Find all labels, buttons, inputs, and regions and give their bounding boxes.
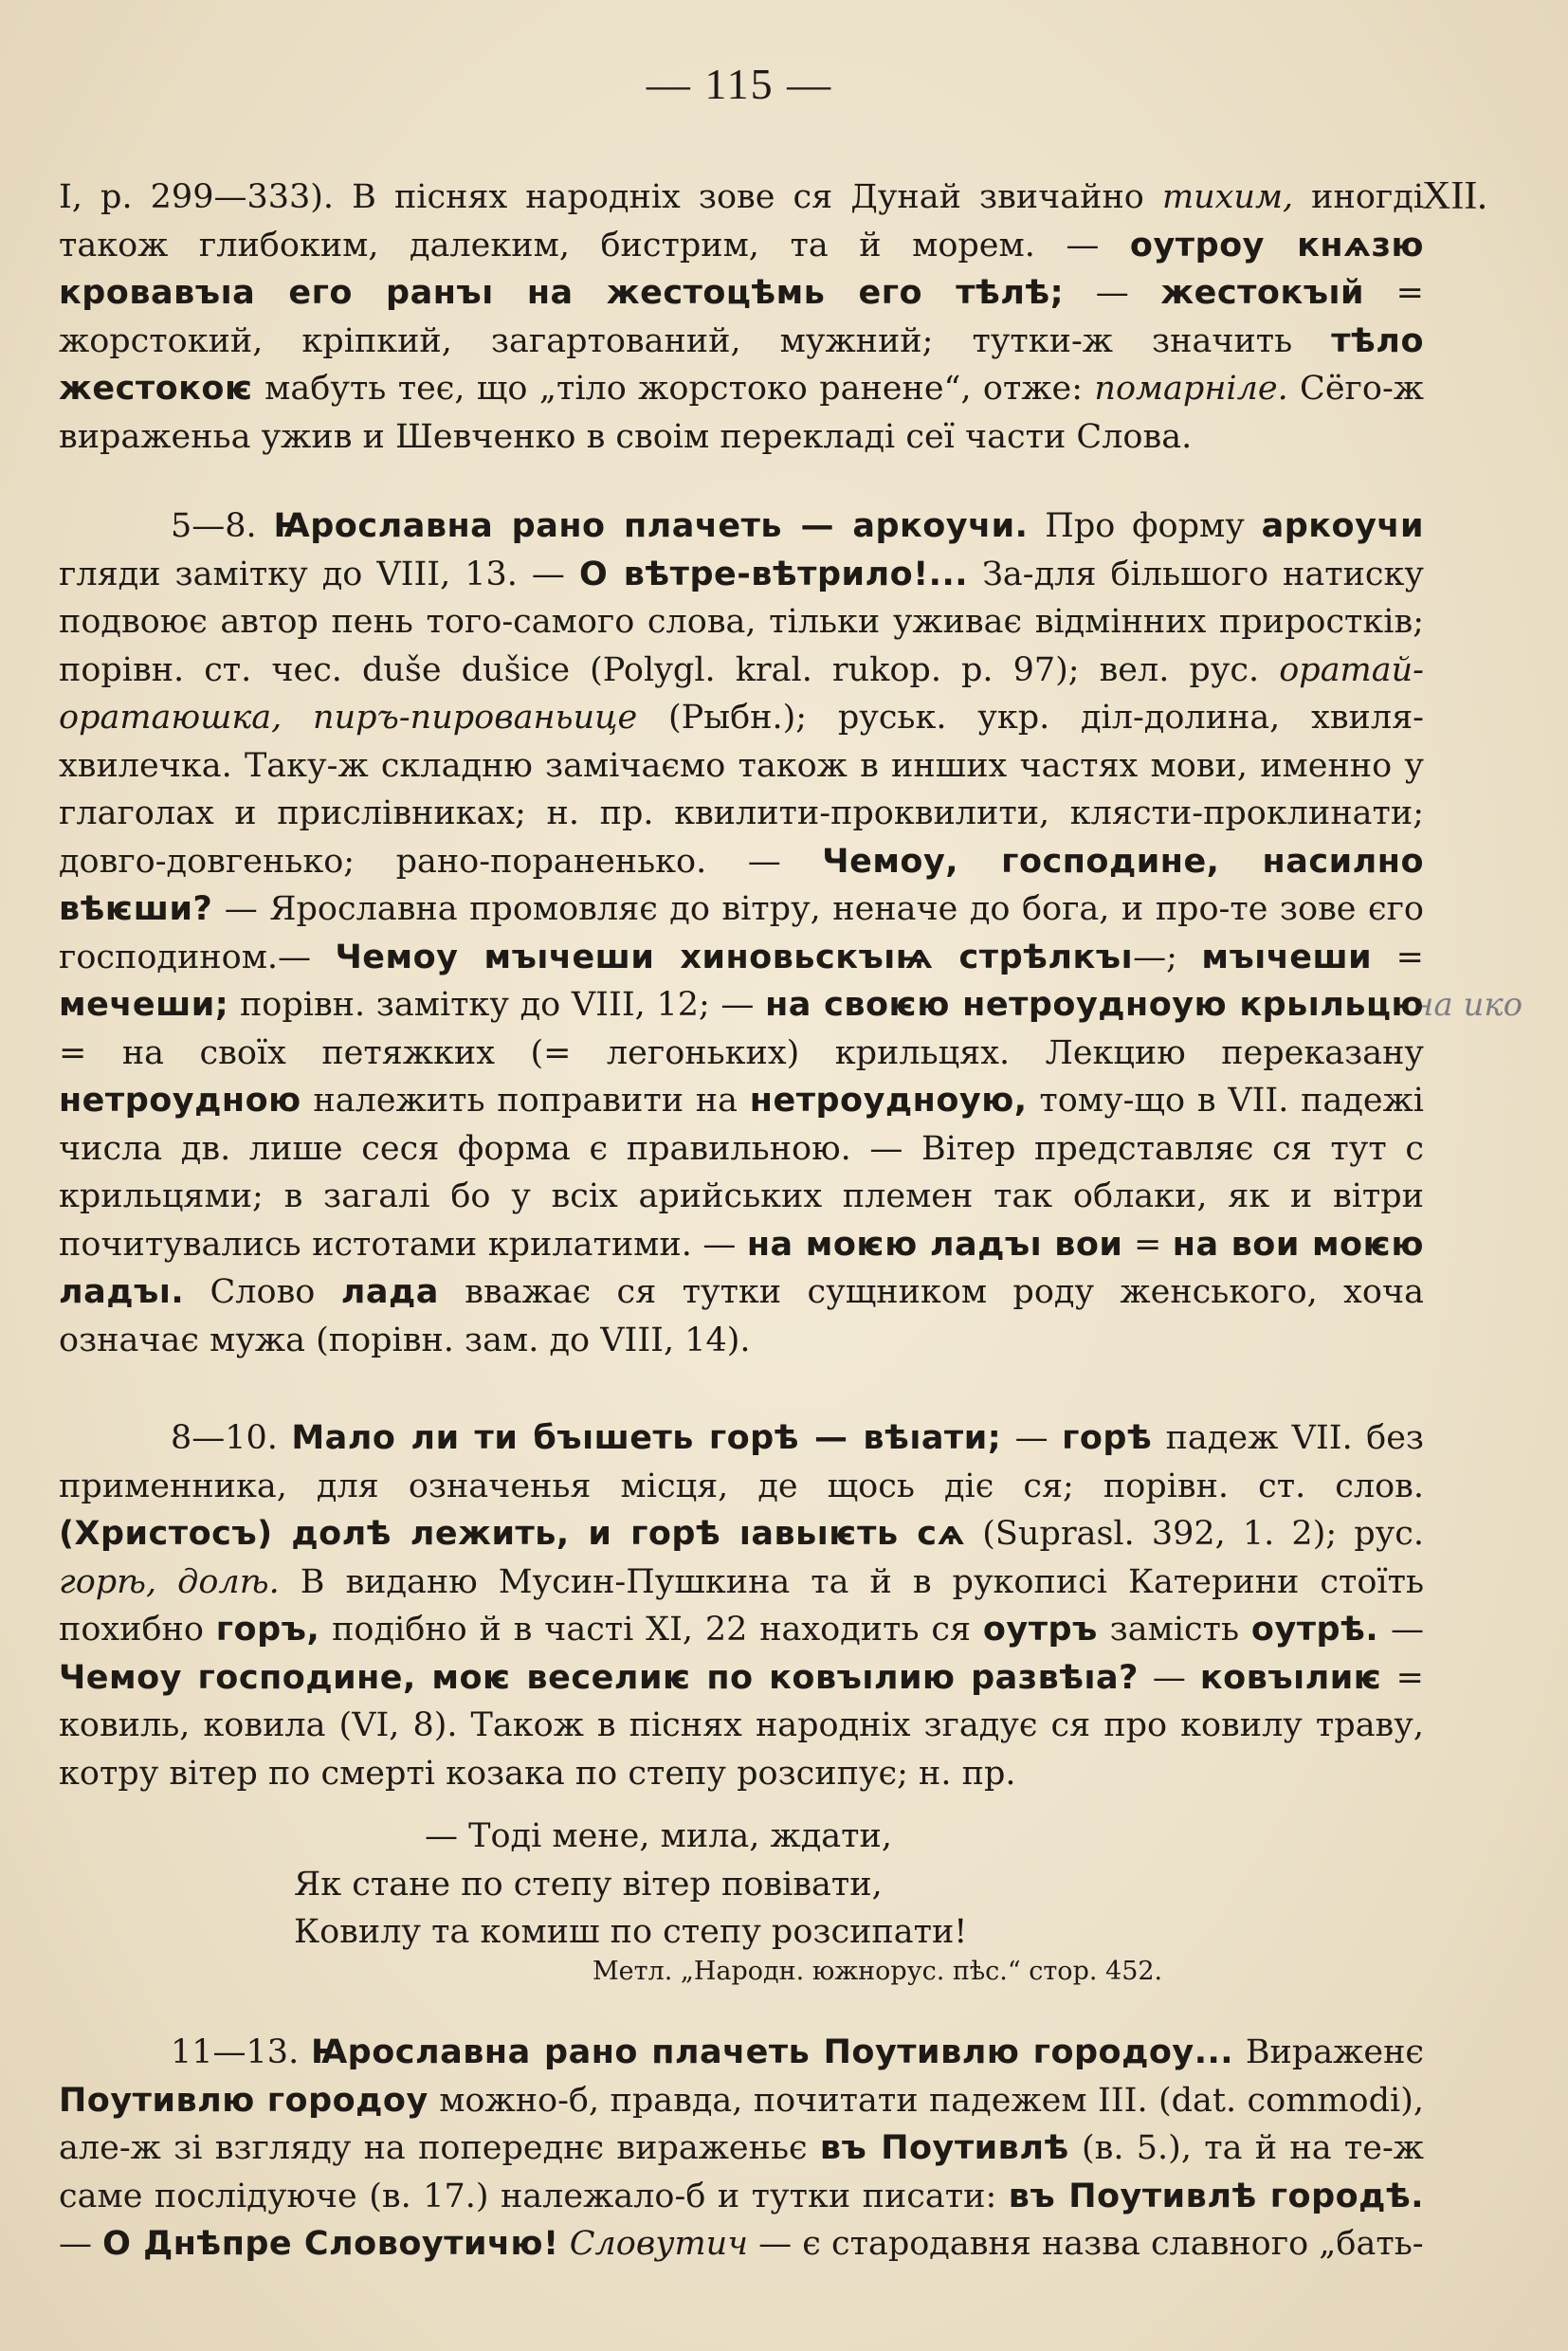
italic-run: тихим, (1161, 178, 1294, 216)
slavonic-quote: Ꙗрославна рано плачеть Поутивлю городоу... (310, 2033, 1234, 2071)
handwritten-margin-note: на ико (1413, 986, 1523, 1024)
text-run: Сёго-ж вираженьа ужив и Шевченко в своім перекладі сеї части Слова. (59, 370, 1424, 456)
text-run: = ковиль, ковила (VI, 8). Також в піснях народніх згадує ся про ковилу траву, котру вітер по смерті козака по степу розсипує; н. пр. (59, 1658, 1424, 1793)
slavonic-quote: аркоучи (1261, 507, 1424, 545)
slavonic-quote: оутръ (982, 1611, 1098, 1649)
slavonic-quote: Чемоу, господине, насилно вѣѥши? (59, 842, 1424, 928)
slavonic-quote: мечеши; (59, 986, 229, 1024)
text-run: подібно й в часті XI, 22 находить ся (319, 1611, 983, 1649)
slavonic-quote: на моѥю ладъı вои (746, 1225, 1123, 1264)
slavonic-quote: тѣло жестокоѥ (59, 321, 1424, 408)
slavonic-quote: мъıчеши (1201, 938, 1373, 976)
slavonic-quote: Ꙗрославна рано плачеть — аркоучи. (273, 507, 1029, 545)
paragraph-2 (59, 502, 1424, 1364)
slavonic-quote: оутроу кнѧзю кровавъıа его ранъı на жестоцѣмь его тѣлѣ; (59, 226, 1424, 312)
paragraph-4 (59, 2029, 1424, 2269)
text-run: Вираженє (1233, 2033, 1424, 2071)
slavonic-quote: О Днѣпре Словоутичю! (102, 2225, 559, 2263)
text-run: — (1001, 1419, 1063, 1457)
text-run: = (1122, 1225, 1173, 1264)
text-run: (в. 5.), та й на те-ж саме послідуюче (в. 17.) належало-б и тутки писати: (59, 2129, 1424, 2215)
slavonic-quote: лада (340, 1273, 439, 1311)
text-run: — (1138, 1658, 1200, 1697)
slavonic-quote: въ Поутивлѣ городѣ. (1008, 2177, 1424, 2215)
verse-line: Як стане по степу вітер повівати, (294, 1865, 883, 1904)
text-run: 8—10. (171, 1419, 292, 1457)
slavonic-quote: жестокъıй (1160, 274, 1365, 312)
paragraph-3 (59, 1414, 1424, 1797)
italic-run: оратай-оратаюшка, пиръ-пированьице (59, 650, 1424, 737)
text-run: — Ярославна промовляє до вітру, неначе до бога, и про-те зове єго господином.— (59, 890, 1424, 976)
text-run: тому-що в VII. падежі числа дв. лише сеся форма є правильною. — Вітер представляє ся тут с крильцями; в загалі бо у всіх арийських племен так облаки, як и вітри почитувались истотами крилатими. — (59, 1082, 1424, 1264)
text-run: —; (1133, 938, 1202, 976)
text-run: належить поправити на (301, 1082, 750, 1120)
slavonic-quote: Чемоу господине, моѥ веселиѥ по ковъıлию развѣıа? (59, 1658, 1139, 1697)
text-run: замість (1097, 1611, 1251, 1649)
slavonic-quote: Мало ли ти бъıшеть горѣ — вѣıати; (291, 1419, 1002, 1457)
verse-source-citation: Метл. „Народн. южнорус. пѣс.“ стор. 452. (593, 1957, 1163, 1986)
slavonic-quote: горъ, (215, 1611, 320, 1649)
text-run: — (1378, 1611, 1424, 1649)
slavonic-quote: на своѥю нетроудноую крьıльцю (765, 986, 1424, 1024)
text-run: можно-б, правда, почитати падежем III. (dat. commodi), але-ж зі взгляду на попереднє вираженьє (59, 2081, 1424, 2167)
text-run: Слово (184, 1273, 341, 1311)
paragraph-1 (59, 173, 1424, 461)
verse-line: Ковилу та комиш по степу розсипати! (294, 1913, 968, 1951)
text-run: 11—13. (171, 2033, 311, 2071)
verse-line: — Тоді мене, мила, ждати, (425, 1817, 892, 1855)
text-run: = (1372, 938, 1425, 976)
text-run: — (59, 2225, 103, 2263)
text-run (559, 2225, 570, 2263)
text-run: I, р. 299—333). В піснях народніх зове ся Дунай звичайно (59, 178, 1162, 216)
text-run: (Рыбн.); руськ. укр. діл-долина, хвиля-хвилечка. Таку-ж складню замічаємо також в инших частях мови, именно у глаголах и прислівниках; н. пр. квилити-проквилити, клясти-проклинати; довго-довгенько; рано-пораненько. — (59, 699, 1424, 881)
slavonic-quote: горѣ (1062, 1419, 1153, 1457)
text-run: падеж VII. без применника, для означенья місця, де щось діє ся; порівн. ст. слов. (59, 1419, 1424, 1505)
slavonic-quote: на вои моѥю ладъı. (59, 1225, 1425, 1311)
italic-run: горѣ, долѣ. (59, 1562, 280, 1601)
slavonic-quote: нетроудноую, (749, 1082, 1028, 1120)
verse-quote (294, 1813, 1337, 1957)
text-run: вважає ся тутки сущником роду женського, хоча означає мужа (порівн. зам. до VIII, 14). (59, 1273, 1424, 1359)
margin-section-ref: XII. (1422, 174, 1487, 218)
text-run: В виданю Мусин-Пушкина та й в рукописі Катерини стоїть похибно (59, 1562, 1425, 1649)
text-run: За-для більшого натиску подвоює автор пень того-самого слова, тільки уживає відмінних приростків; порівн. ст. чес. duše dušice (Polygl. kral. rukop. р. 97); вел. рус. (59, 555, 1424, 689)
slavonic-quote: нетроудною (59, 1082, 301, 1120)
slavonic-quote: (Христосъ) долѣ лежить, и горѣ ıавьıѥть сѧ (59, 1515, 966, 1553)
text-run: 5—8. (171, 507, 274, 545)
slavonic-quote: въ Поутивлѣ (819, 2129, 1069, 2167)
page-number: — 115 — (646, 60, 833, 108)
text-run: — є стародавня назва славного „бать- (748, 2225, 1424, 2263)
text-run: (Suprasl. 392, 1. 2); рус. (965, 1515, 1424, 1553)
slavonic-quote: О вѣтре-вѣтрило!... (578, 555, 969, 593)
text-run: иногді також глибоким, далеким, бистрим, та й морем. — (59, 178, 1424, 264)
italic-run: Словутич (569, 2225, 749, 2263)
text-run: = жорстокий, кріпкий, загартований, мужний; тутки-ж значить (59, 274, 1424, 360)
text-run: мабуть теє, що „тіло жорстоко ранене“, отже: (252, 370, 1095, 408)
text-run: Про форму (1028, 507, 1262, 545)
slavonic-quote: ковъıлиѥ (1199, 1658, 1382, 1697)
slavonic-quote: Поутивлю городоу (59, 2081, 428, 2120)
slavonic-quote: оутрѣ. (1250, 1611, 1379, 1649)
italic-run: помарніле. (1094, 370, 1288, 408)
text-run: гляди замітку до VIII, 13. — (59, 555, 579, 593)
text-run: = на своїх петяжких (= легоньких) крильцях. Лекцию переказану (59, 1033, 1424, 1072)
text-run: порівн. замітку до VIII, 12; — (228, 986, 766, 1024)
slavonic-quote: Чемоу мъıчеши хиновьскъıѩ стрѣлкъı (335, 938, 1134, 976)
text-run: — (1064, 274, 1161, 312)
